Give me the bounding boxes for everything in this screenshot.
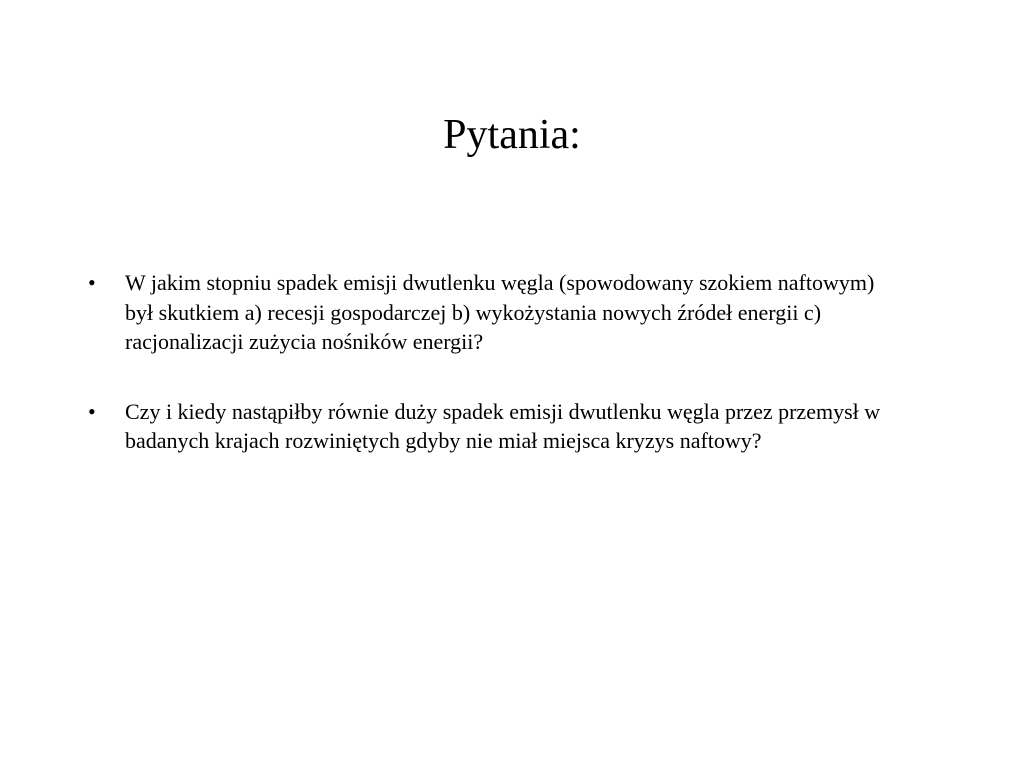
bullet-list <box>88 268 898 496</box>
slide-title: Pytania: <box>443 112 581 158</box>
bullet-text: W jakim stopniu spadek emisji dwutlenku węgla (spowodowany szokiem naftowym) był skutkiem a) recesji gospodarczej b) wykożystania nowych źródeł energii c) racjonalizacji zużycia nośników energii? <box>125 270 875 354</box>
bullet-dot-icon: • <box>88 270 96 295</box>
bullet-item <box>88 268 898 357</box>
bullet-item <box>88 397 898 456</box>
bullet-text: Czy i kiedy nastąpiłby równie duży spadek emisji dwutlenku węgla przez przemysł w badanych krajach rozwiniętych gdyby nie miał miejsca kryzys naftowy? <box>125 398 881 453</box>
bullet-dot-icon: • <box>88 398 96 424</box>
